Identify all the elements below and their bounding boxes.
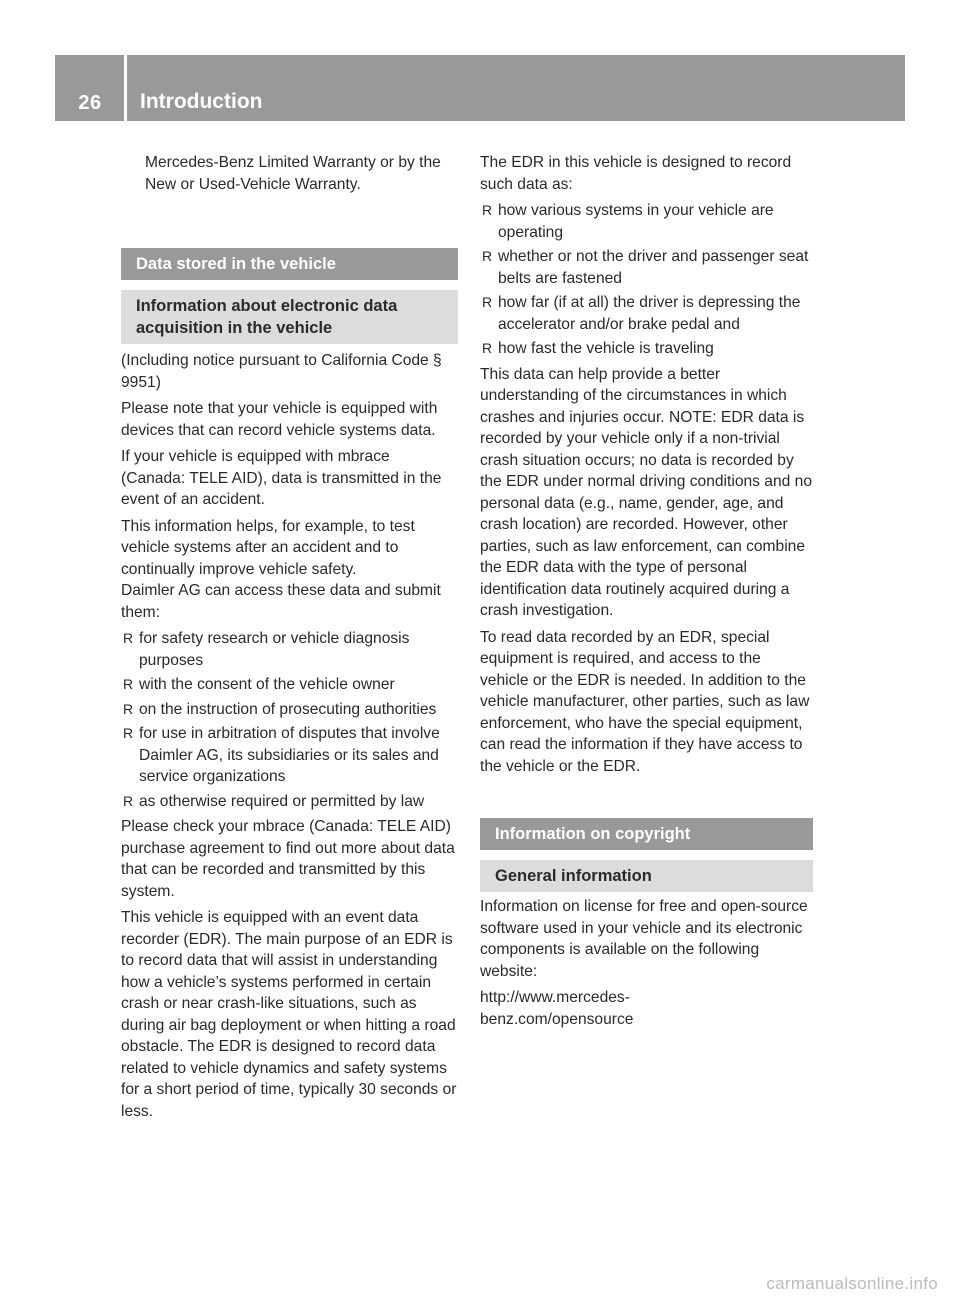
paragraph: Information on license for free and open-source software used in your vehicle and its electronic components is available on the following website: [480, 898, 808, 980]
paragraph: This information helps, for example, to test vehicle systems after an accident and to continually improve vehicle safety. [121, 517, 415, 578]
list-item: R how fast the vehicle is traveling [480, 338, 813, 360]
paragraph: Please check your mbrace (Canada: TELE AID) purchase agreement to find out more about data that can be recorded and transmitted by this system. [121, 818, 455, 900]
paragraph: If your vehicle is equipped with mbrace (Canada: TELE AID), data is transmitted in the event of an accident. [121, 448, 442, 508]
subsection-heading-edr: Information about electronic data acquisition in the vehicle [121, 290, 458, 344]
bullet-icon: R [482, 340, 493, 356]
continued-text: Mercedes-Benz Limited Warranty or by the New or Used-Vehicle Warranty. [145, 154, 441, 193]
page-number: 26 [78, 92, 102, 114]
section-heading-data-stored: Data stored in the vehicle [121, 248, 458, 280]
header-divider [124, 55, 127, 121]
list-item: R for use in arbitration of disputes that involve Daimler AG, its subsidiaries or its sales and service organizations [123, 725, 440, 785]
chapter-title: Introduction [140, 90, 263, 113]
list-item: R whether or not the driver and passenger seat belts are fastened [482, 248, 809, 287]
left-column [121, 152, 458, 1127]
bullet-list [121, 628, 458, 812]
bullet-icon: R [123, 700, 134, 717]
bullet-icon: R [123, 792, 134, 809]
bullet-icon: R [123, 630, 134, 646]
paragraph: This vehicle is equipped with an event data recorder (EDR). The main purpose of an EDR is to record data that will assist in understanding how a vehicle’s systems performed in certain crash or near crash-like situations, such as during air bag deployment or when hitting a road obstacle. The EDR is designed to record data related to vehicle dynamics and safety systems for a short period of time, typically 30 seconds or less. [121, 909, 457, 1120]
list-item: R for safety research or vehicle diagnosis purposes [123, 630, 410, 669]
bullet-icon: R [482, 248, 493, 264]
list-item: R as otherwise required or permitted by law [121, 791, 458, 813]
paragraph: Please note that your vehicle is equipped with devices that can record vehicle systems data. [121, 400, 438, 439]
website-url: http://www.mercedes-benz.com/opensource [480, 989, 634, 1028]
bullet-icon: R [123, 676, 134, 692]
paragraph: To read data recorded by an EDR, special equipment is required, and access to the vehicle or the EDR is needed. In addition to the vehicle manufacturer, other parties, such as law enforcement, who have the special equipment, can read the information if they have access to the vehicle or the EDR. [480, 628, 810, 775]
list-item: R on the instruction of prosecuting authorities [121, 699, 458, 721]
list-item: R how various systems in your vehicle are operating [482, 202, 774, 241]
right-column [480, 152, 813, 1035]
bullet-icon: R [482, 202, 493, 218]
paragraph: (Including notice pursuant to California Code § 9951) [121, 352, 442, 391]
list-item: R how far (if at all) the driver is depressing the accelerator and/or brake pedal and [482, 294, 801, 333]
watermark: carmanualsonline.info [766, 1274, 938, 1293]
bullet-list [480, 200, 813, 360]
section-heading-copyright: Information on copyright [480, 818, 813, 850]
bullet-icon: R [482, 294, 493, 310]
paragraph: The EDR in this vehicle is designed to record such data as: [480, 154, 792, 193]
bullet-icon: R [123, 725, 134, 741]
paragraph: This data can help provide a better understanding of the circumstances in which crashes and injuries occur. NOTE: EDR data is recorded by your vehicle only if a non-trivial crash situation occurs; no data is recorded by the EDR under normal driving conditions and no personal data (e.g., name, gender, age, and crash location) are recorded. However, other parties, such as law enforcement, can combine the EDR data with the type of personal identification data routinely acquired during a crash investigation. [480, 365, 812, 619]
subsection-heading-general: General information [480, 860, 813, 892]
list-item: R with the consent of the vehicle owner [121, 674, 458, 696]
paragraph: Daimler AG can access these data and submit them: [121, 582, 441, 621]
